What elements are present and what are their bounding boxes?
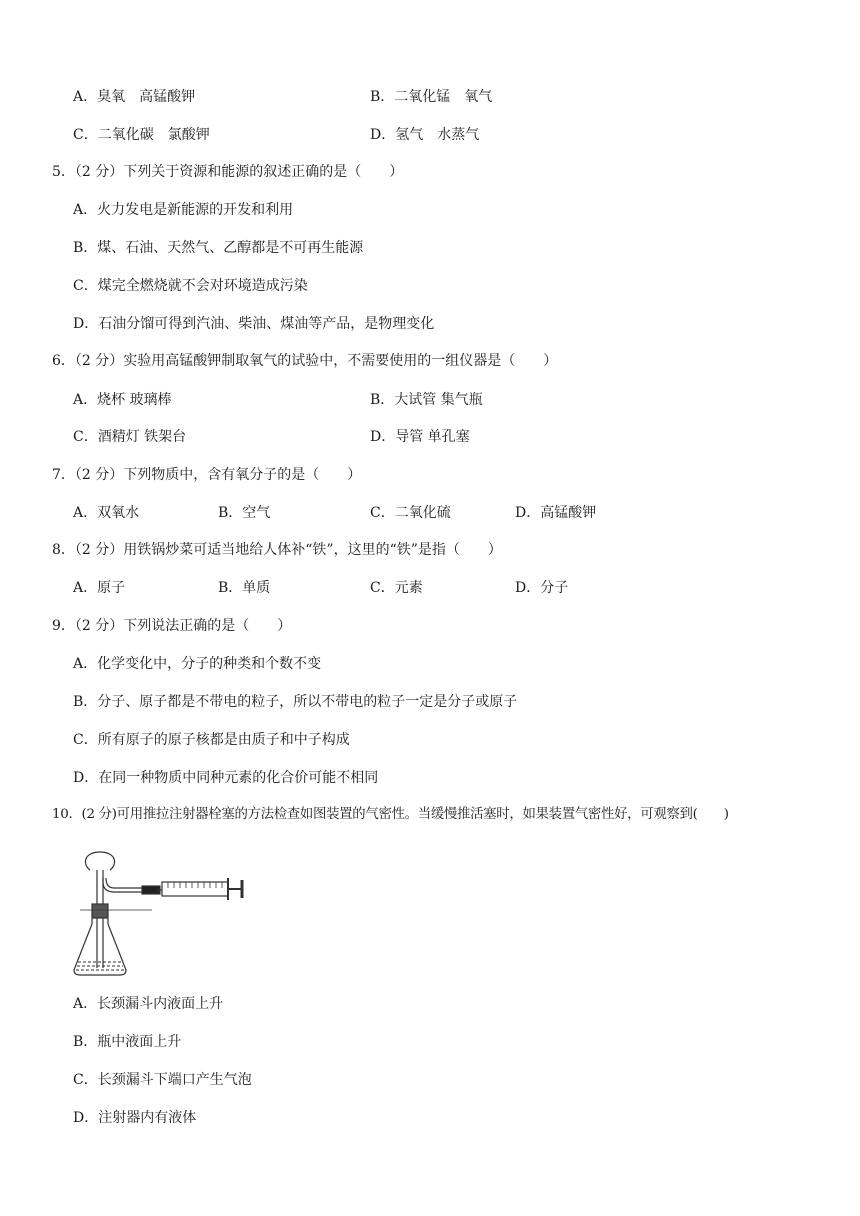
q6-option-b: B．大试管 集气瓶	[370, 392, 483, 408]
q7-option-a: A．双氧水	[73, 505, 140, 521]
q8-option-b: B．单质	[218, 580, 271, 596]
q10-option-a: A．长颈漏斗内液面上升	[73, 996, 224, 1012]
q10-option-b: B．瓶中液面上升	[73, 1034, 182, 1050]
q9-stem: 9．（2 分）下列说法正确的是（ ）	[52, 618, 292, 634]
q7-option-c: C．二氧化硫	[370, 505, 451, 521]
conical-flask	[74, 918, 126, 975]
funnel-bulb	[85, 852, 114, 870]
q9-option-c: C．所有原子的原子核都是由质子和中子构成	[73, 732, 350, 748]
q7-option-d: D．高锰酸钾	[515, 505, 597, 521]
apparatus-diagram	[70, 848, 250, 978]
q4-option-d: D．氢气 水蒸气	[370, 127, 480, 143]
q8-option-a: A．原子	[73, 580, 126, 596]
q7-stem: 7．（2 分）下列物质中，含有氧分子的是（ ）	[52, 467, 362, 483]
q5-option-b: B．煤、石油、天然气、乙醇都是不可再生能源	[73, 240, 364, 256]
q9-option-b: B．分子、原子都是不带电的粒子，所以不带电的粒子一定是分子或原子	[73, 694, 518, 710]
q4-option-a: A．臭氧 高锰酸钾	[73, 89, 196, 105]
q6-stem: 6．（2 分）实验用高锰酸钾制取氧气的试验中，不需要使用的一组仪器是（ ）	[52, 353, 558, 369]
q9-option-a: A．化学变化中，分子的种类和个数不变	[73, 656, 322, 672]
q8-option-c: C．元素	[370, 580, 423, 596]
q5-option-d: D．石油分馏可得到汽油、柴油、煤油等产品，是物理变化	[73, 316, 435, 332]
q5-stem: 5．（2 分）下列关于资源和能源的叙述正确的是（ ）	[52, 164, 404, 180]
q4-option-c: C．二氧化碳 氯酸钾	[73, 127, 210, 143]
syringe-barrel	[162, 882, 228, 896]
q7-option-b: B．空气	[218, 505, 271, 521]
q6-option-a: A．烧杯 玻璃棒	[73, 392, 172, 408]
q6-option-d: D．导管 单孔塞	[370, 429, 470, 445]
q5-option-a: A．火力发电是新能源的开发和利用	[73, 202, 294, 218]
q6-option-c: C．酒精灯 铁架台	[73, 429, 187, 445]
q10-option-c: C．长颈漏斗下端口产生气泡	[73, 1072, 252, 1088]
q10-option-d: D．注射器内有液体	[73, 1110, 197, 1126]
q10-stem: 10．(2 分)可用推拉注射器栓塞的方法检查如图装置的气密性。当缓慢推活塞时，如果装置气密性好，可观察到( )	[52, 807, 729, 822]
funnel-stem	[97, 870, 103, 968]
q9-option-d: D．在同一种物质中同种元素的化合价可能不相同	[73, 770, 379, 786]
q8-stem: 8．（2 分）用铁锅炒菜可适当地给人体补“铁”，这里的“铁”是指（ ）	[52, 542, 502, 558]
rubber-stopper	[92, 904, 108, 918]
q5-option-c: C．煤完全燃烧就不会对环境造成污染	[73, 278, 308, 294]
q4-option-b: B．二氧化锰 氧气	[370, 89, 493, 105]
liquid-level	[76, 962, 124, 970]
q8-option-d: D．分子	[515, 580, 569, 596]
